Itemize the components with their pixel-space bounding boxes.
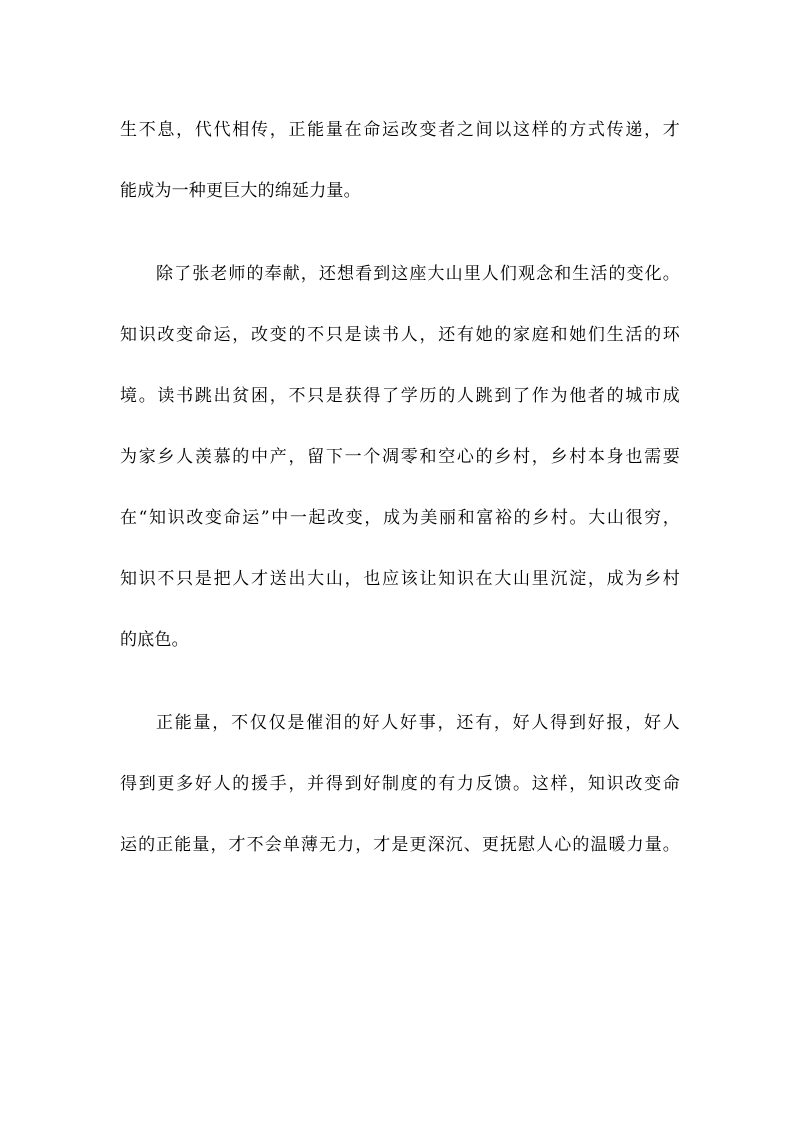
paragraph-2-line-1: 除了张老师的奉献，还想看到这座大山里人们观念和生活的变化。 xyxy=(156,264,680,284)
paragraph-2-line-4: 为家乡人羡慕的中产，留下一个凋零和空心的乡村，乡村本身也需要 xyxy=(120,447,680,467)
paragraph-3-line-1: 正能量，不仅仅是催泪的好人好事，还有，好人得到好报，好人 xyxy=(156,713,680,733)
paragraph-3-line-3: 运的正能量，才不会单薄无力，才是更深沉、更抚慰人心的温暖力量。 xyxy=(120,835,680,855)
paragraph-1-line-2: 能成为一种更巨大的绵延力量。 xyxy=(120,181,361,201)
paragraph-2-line-7: 的底色。 xyxy=(120,630,189,650)
paragraph-3-line-2: 得到更多好人的援手，并得到好制度的有力反馈。这样，知识改变命 xyxy=(120,774,680,794)
paragraph-1-line-1: 生不息，代代相传，正能量在命运改变者之间以这样的方式传递，才 xyxy=(120,120,680,140)
paragraph-2-line-5: 在“知识改变命运”中一起改变，成为美丽和富裕的乡村。大山很穷， xyxy=(120,508,680,528)
paragraph-2-line-6: 知识不只是把人才送出大山，也应该让知识在大山里沉淀，成为乡村 xyxy=(120,569,680,589)
paragraph-2-line-3: 境。读书跳出贫困，不只是获得了学历的人跳到了作为他者的城市成 xyxy=(120,386,680,406)
paragraph-2-line-2: 知识改变命运，改变的不只是读书人，还有她的家庭和她们生活的环 xyxy=(120,325,680,345)
